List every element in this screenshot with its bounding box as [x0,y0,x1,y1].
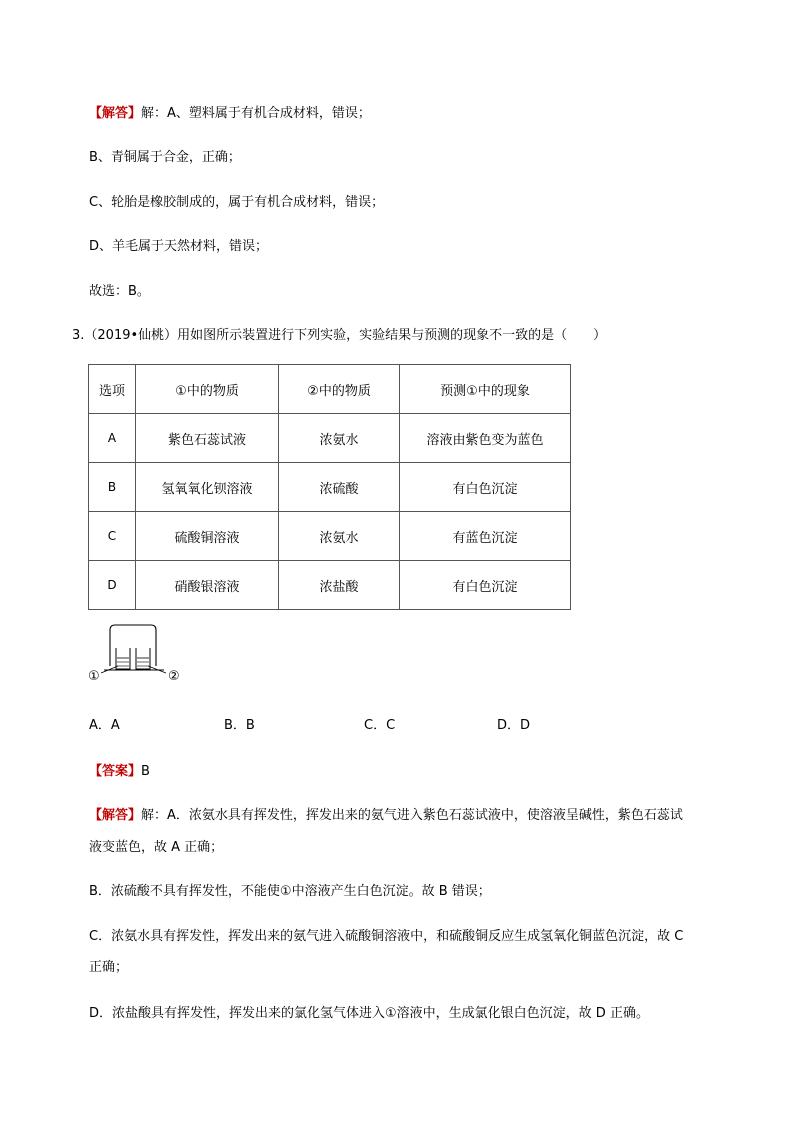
table-cell: 有白色沉淀 [400,561,571,610]
table-cell: B [89,463,136,512]
solution-conclusion: 故选：B。 [89,284,150,299]
option-d: D．D [497,718,531,733]
solution-line-c: C、轮胎是橡胶制成的，属于有机合成材料，错误； [89,195,385,210]
table-row [89,512,571,561]
answer-line [89,762,150,782]
solution-tag: 【解答】 [89,106,142,121]
table-cell: D [89,561,136,610]
solution-line-b: B、青铜属于合金，正确； [89,150,241,165]
answer-value: B [141,764,150,779]
diagram-label-2: ② [168,669,180,684]
option-c: C．C [364,718,396,733]
table-cell: 硫酸铜溶液 [136,512,279,561]
solution-text: 解：A．浓氨水具有挥发性，挥发出来的氨气进入紫色石蕊试液中，使溶液呈碱性，紫色石蕊试 [141,808,683,823]
option-b: B．B [224,718,255,733]
solution-line-b: B．浓硫酸不具有挥发性，不能使①中溶液产生白色沉淀。故 B 错误； [89,884,491,899]
solution-text: 解：A、塑料属于有机合成材料，错误； [141,106,371,121]
solution-line-c: C．浓氨水具有挥发性，挥发出来的氨气进入硫酸铜溶液中，和硫酸铜反应生成氢氧化铜蓝色沉淀，故 C [89,929,684,944]
table-cell: C [89,512,136,561]
table-cell: 紫色石蕊试液 [136,414,279,463]
question-stem: 3.（2019•仙桃）用如图所示装置进行下列实验，实验结果与预测的现象不一致的是（ ） [72,328,607,343]
solution-line-d: D、羊毛属于天然材料，错误； [89,239,269,254]
table-header-cell: ①中的物质 [136,365,279,414]
table-cell: 硝酸银溶液 [136,561,279,610]
solution-line-a-cont: 液变蓝色，故 A 正确； [89,840,224,855]
apparatus-diagram [88,622,188,684]
table-header-cell: 预测①中的现象 [400,365,571,414]
table-cell: 溶液由紫色变为蓝色 [400,414,571,463]
answer-tag: 【答案】 [89,764,142,779]
solution-line-c-cont: 正确； [89,960,129,975]
solution-tag: 【解答】 [89,808,142,823]
table-row [89,463,571,512]
table-header-cell: ②中的物质 [279,365,400,414]
table-cell: 浓盐酸 [279,561,400,610]
table-cell: 浓硫酸 [279,463,400,512]
table-cell: 有白色沉淀 [400,463,571,512]
table-cell: 有蓝色沉淀 [400,512,571,561]
solution-line-a [89,806,683,826]
table-cell: 氢氧氧化钡溶液 [136,463,279,512]
table-header-row [89,365,571,414]
table-row [89,561,571,610]
table-row [89,414,571,463]
solution-line-a [89,104,371,124]
table-cell: 浓氨水 [279,414,400,463]
table-header-cell: 选项 [89,365,136,414]
table-cell: 浓氨水 [279,512,400,561]
option-a: A．A [89,718,120,733]
question-table [88,364,571,610]
diagram-label-1: ① [88,669,100,684]
table-cell: A [89,414,136,463]
solution-line-d: D．浓盐酸具有挥发性，挥发出来的氯化氢气体进入①溶液中，生成氯化银白色沉淀，故 D 正确。 [89,1006,649,1021]
